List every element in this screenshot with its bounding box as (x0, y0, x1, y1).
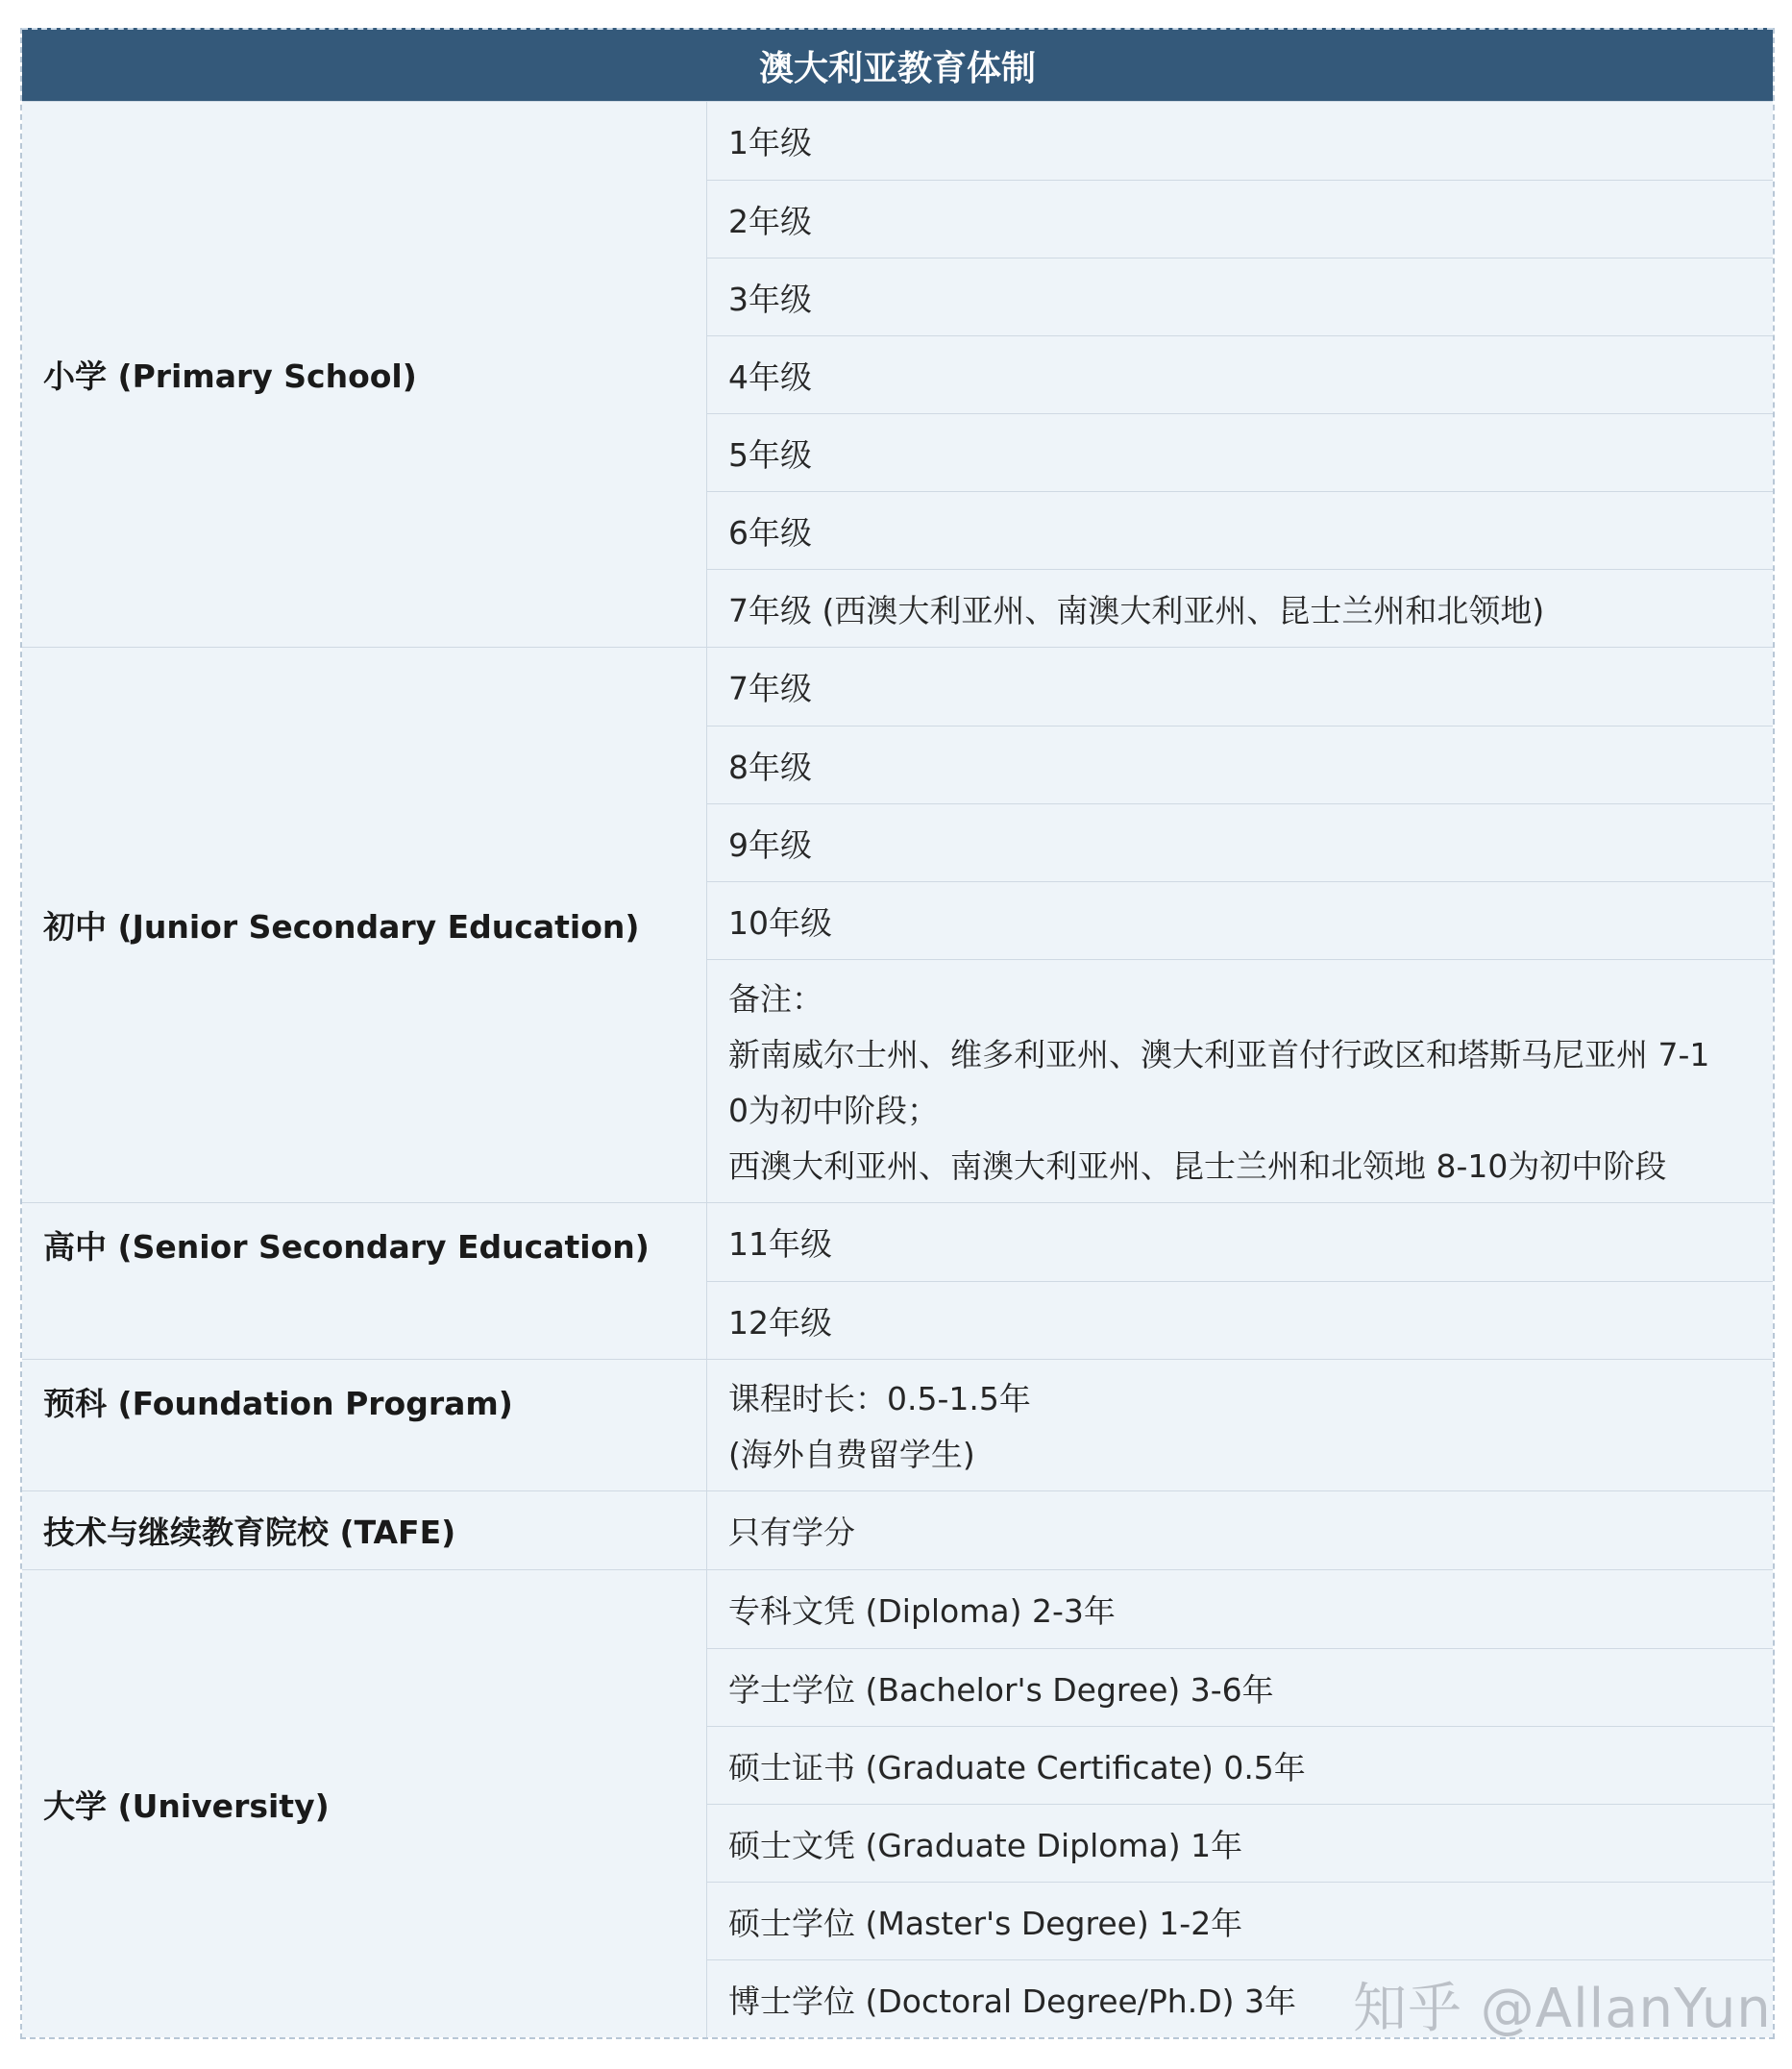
section-label: 预科 (Foundation Program) (22, 1360, 707, 1490)
section-label: 技术与继续教育院校 (TAFE) (22, 1491, 707, 1569)
grade-row: 11年级 (707, 1203, 1773, 1281)
grade-row: 9年级 (707, 803, 1773, 881)
table-title: 澳大利亚教育体制 (22, 28, 1773, 101)
section-tafe (22, 1490, 1773, 1569)
education-table (20, 28, 1775, 2039)
grade-row: 2年级 (707, 180, 1773, 258)
degree-row: 硕士文凭 (Graduate Diploma) 1年 (707, 1804, 1773, 1882)
section-rows (707, 1491, 1773, 1569)
grade-row: 3年级 (707, 258, 1773, 335)
grade-row: 只有学分 (707, 1491, 1773, 1569)
note-line: 西澳大利亚州、南澳大利亚州、昆士兰州和北领地 8-10为初中阶段 (728, 1147, 1667, 1185)
note-cell (707, 959, 1773, 1202)
section-foundation (22, 1359, 1773, 1490)
grade-row: 6年级 (707, 491, 1773, 569)
section-label: 初中 (Junior Secondary Education) (22, 648, 707, 1202)
grade-row: 4年级 (707, 335, 1773, 413)
section-junior-secondary (22, 647, 1773, 1202)
degree-row: 学士学位 (Bachelor's Degree) 3-6年 (707, 1648, 1773, 1726)
grade-row: 8年级 (707, 726, 1773, 803)
section-rows (707, 102, 1773, 647)
grade-row: 10年级 (707, 881, 1773, 959)
grade-row: 5年级 (707, 413, 1773, 491)
section-label: 大学 (University) (22, 1570, 707, 2037)
grade-row: 7年级 (707, 648, 1773, 726)
note-cell (707, 1360, 1773, 1490)
grade-row: 12年级 (707, 1281, 1773, 1359)
section-rows (707, 648, 1773, 1202)
degree-row: 专科文凭 (Diploma) 2-3年 (707, 1570, 1773, 1648)
section-label: 高中 (Senior Secondary Education) (22, 1203, 707, 1359)
watermark: 知乎 @AllanYun (1353, 1978, 1772, 2040)
section-rows (707, 1203, 1773, 1359)
section-senior-secondary (22, 1202, 1773, 1359)
degree-row: 博士学位 (Doctoral Degree/Ph.D) 3年 (707, 1959, 1773, 2037)
degree-row: 硕士学位 (Master's Degree) 1-2年 (707, 1882, 1773, 1959)
degree-row: 硕士证书 (Graduate Certificate) 0.5年 (707, 1726, 1773, 1804)
note-line: 备注： (728, 980, 823, 1018)
grade-row: 1年级 (707, 102, 1773, 180)
section-primary-school (22, 101, 1773, 647)
note-line: 课程时长：0.5-1.5年 (728, 1380, 1031, 1417)
section-label: 小学 (Primary School) (22, 102, 707, 647)
note-line: 0为初中阶段； (728, 1092, 939, 1129)
grade-row: 7年级 (西澳大利亚州、南澳大利亚州、昆士兰州和北领地) (707, 569, 1773, 647)
section-rows (707, 1360, 1773, 1490)
note-line: (海外自费留学生) (728, 1436, 975, 1473)
note-line: 新南威尔士州、维多利亚州、澳大利亚首付行政区和塔斯马尼亚州 7-1 (728, 1036, 1710, 1073)
